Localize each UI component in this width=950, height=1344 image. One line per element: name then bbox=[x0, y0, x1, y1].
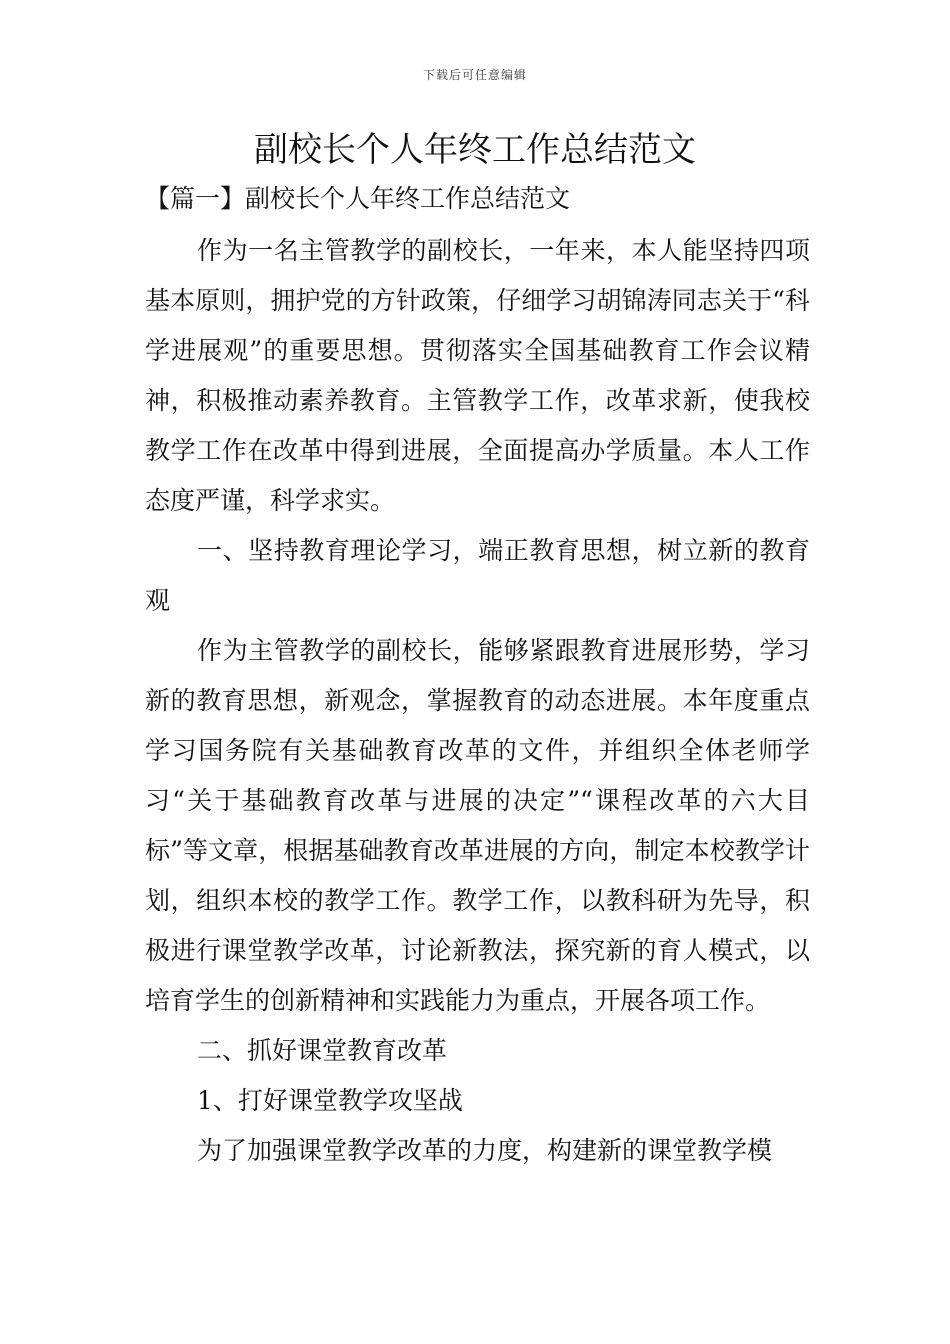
document-body bbox=[145, 226, 810, 1176]
paragraph-heading-one: 一、坚持教育理论学习，端正教育思想，树立新的教育观 bbox=[145, 536, 810, 615]
paragraph-theory-study: 作为主管教学的副校长，能够紧跟教育进展形势，学习新的教育思想，新观念，掌握教育的动态进展。本年度重点学习国务院有关基础教育改革的文件，并组织全体老师学习“关于基础教育改革与进展的决定”“课程改革的六大目标”等文章，根据基础教育改革进展的方向，制定本校教学计划，组织本校的教学工作。教学工作，以教科研为先导，积极进行课堂教学改革，讨论新教法，探究新的育人模式，以培育学生的创新精神和实践能力为重点，开展各项工作。 bbox=[145, 636, 810, 1015]
paragraph-intro: 作为一名主管教学的副校长，一年来，本人能坚持四项基本原则，拥护党的方针政策，仔细学习胡锦涛同志关于“科学进展观”的重要思想。贯彻落实全国基础教育工作会议精神，积极推动素养教育。主管教学工作，改革求新，使我校教学工作在改革中得到进展，全面提高办学质量。本人工作态度严谨，科学求实。 bbox=[145, 236, 810, 515]
header-note: 下载后可任意编辑 bbox=[422, 68, 527, 82]
section-heading: 【篇一】副校长个人年终工作总结范文 bbox=[145, 184, 571, 213]
paragraph-classroom-reform: 为了加强课堂教学改革的力度，构建新的课堂教学模 bbox=[197, 1136, 773, 1165]
paragraph-heading-two: 二、抓好课堂教育改革 bbox=[197, 1036, 448, 1065]
document-title: 副校长个人年终工作总结范文 bbox=[254, 130, 696, 170]
paragraph-subheading-one: 1、打好课堂教学攻坚战 bbox=[197, 1086, 463, 1115]
